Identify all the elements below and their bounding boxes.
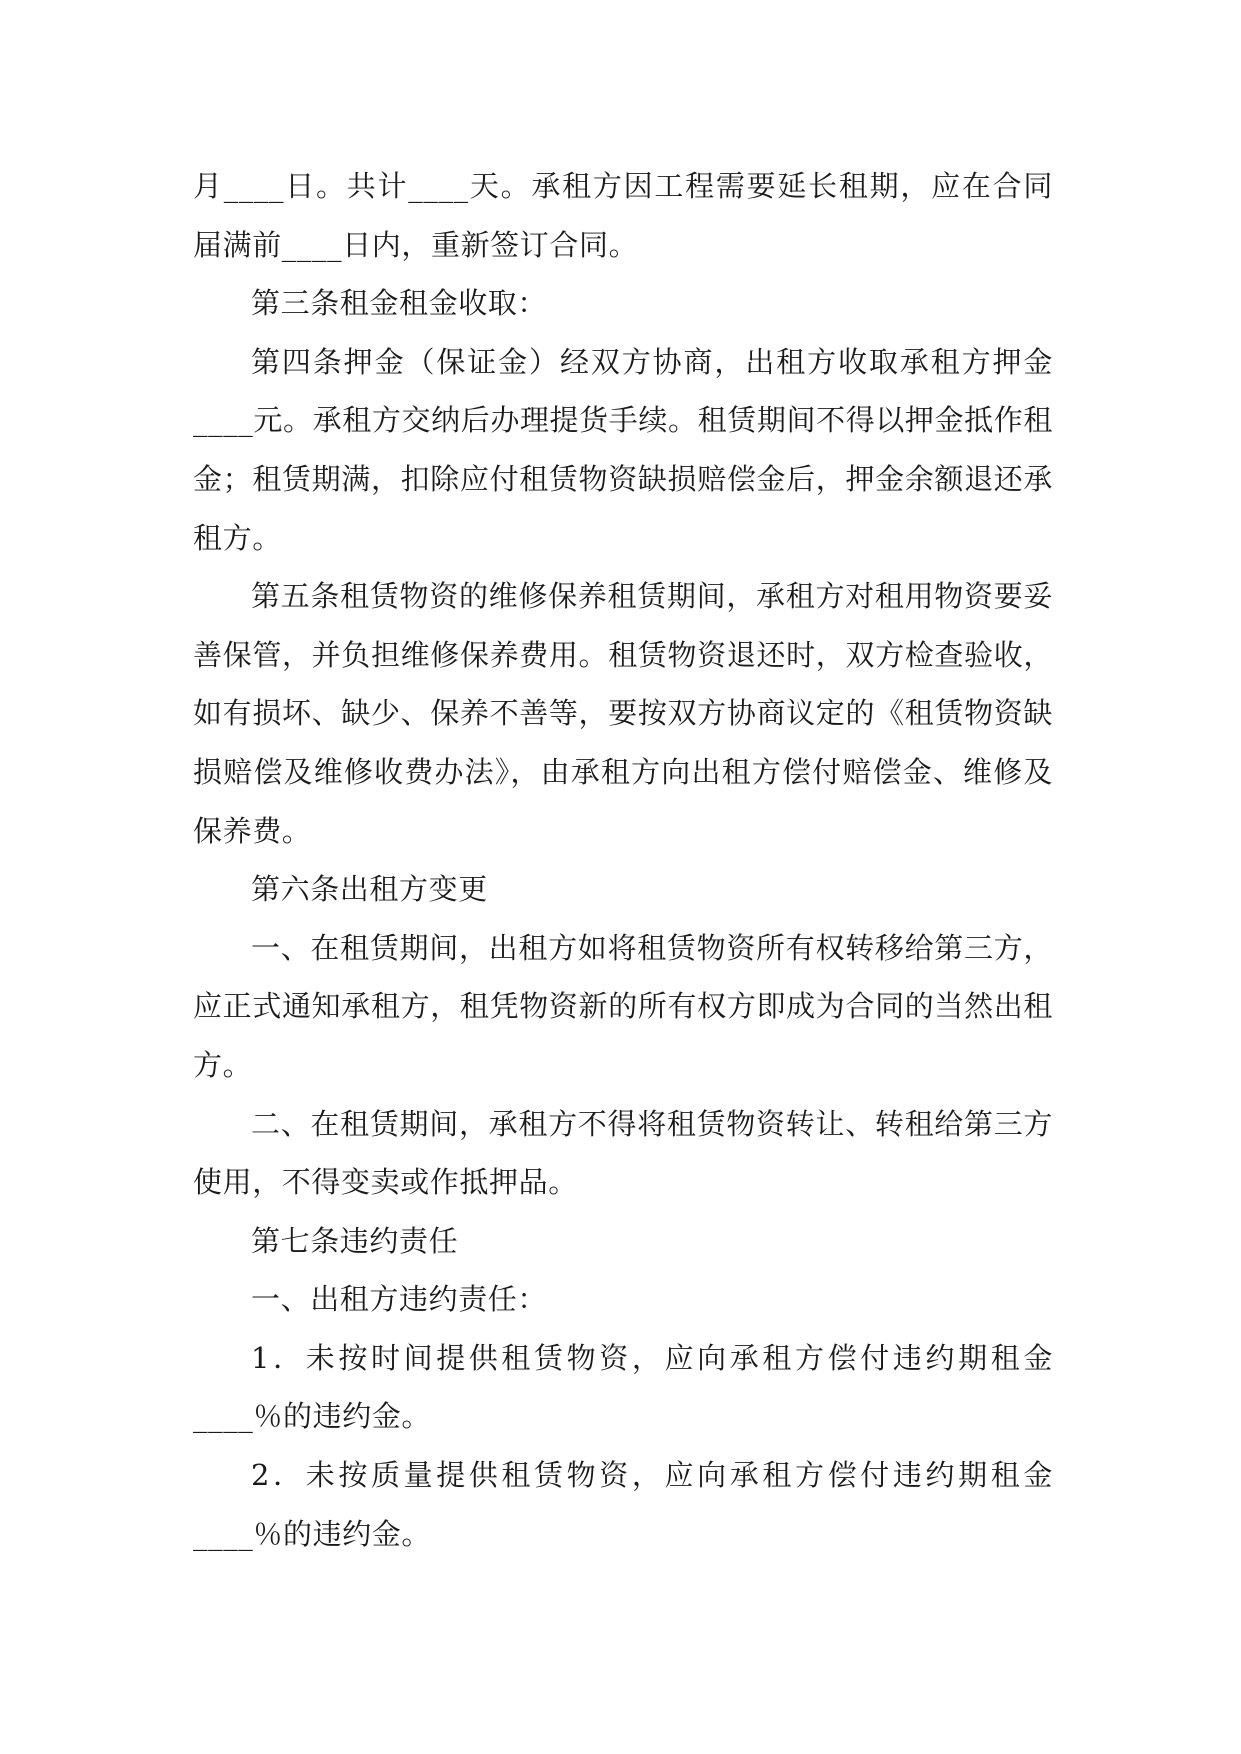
article-5-maintenance: 第五条租赁物资的维修保养租赁期间，承租方对租用物资要妥善保管，并负担维修保养费用。租赁物资退还时，双方检查验收，如有损坏、缺少、保养不善等，要按双方协商议定的《租赁物资缺损赔偿及维修收费办法》，由承租方向出租方偿付赔偿金、维修及保养费。 bbox=[193, 579, 1053, 848]
article-7-item-1: 1．未按时间提供租赁物资，应向承租方偿付违约期租金____％的违约金。 bbox=[193, 1340, 1053, 1434]
article-6-heading: 第六条出租方变更 bbox=[251, 872, 488, 907]
document-body bbox=[193, 157, 1053, 1563]
article-4-deposit: 第四条押金（保证金）经双方协商，出租方收取承租方押金____元。承租方交纳后办理提货手续。租赁期间不得以押金抵作租金；租赁期满，扣除应付租赁物资缺损赔偿金后，押金余额退还承租方。 bbox=[193, 344, 1053, 555]
paragraph-continuation: 月____日。共计____天。承租方因工程需要延长租期，应在合同届满前____日内，重新签订合同。 bbox=[193, 169, 1053, 262]
article-7-heading: 第七条违约责任 bbox=[251, 1223, 459, 1258]
article-6-clause-1: 一、在租赁期间，出租方如将租赁物资所有权转移给第三方，应正式通知承租方，租凭物资新的所有权方即成为合同的当然出租方。 bbox=[193, 930, 1053, 1082]
article-3-heading: 第三条租金租金收取： bbox=[251, 286, 548, 321]
article-7-item-2: 2．未按质量提供租赁物资，应向承租方偿付违约期租金____％的违约金。 bbox=[193, 1458, 1053, 1551]
article-7-lessor-liability: 一、出租方违约责任： bbox=[251, 1282, 548, 1317]
article-6-clause-2: 二、在租赁期间，承租方不得将租赁物资转让、转租给第三方使用，不得变卖或作抵押品。 bbox=[193, 1106, 1053, 1200]
